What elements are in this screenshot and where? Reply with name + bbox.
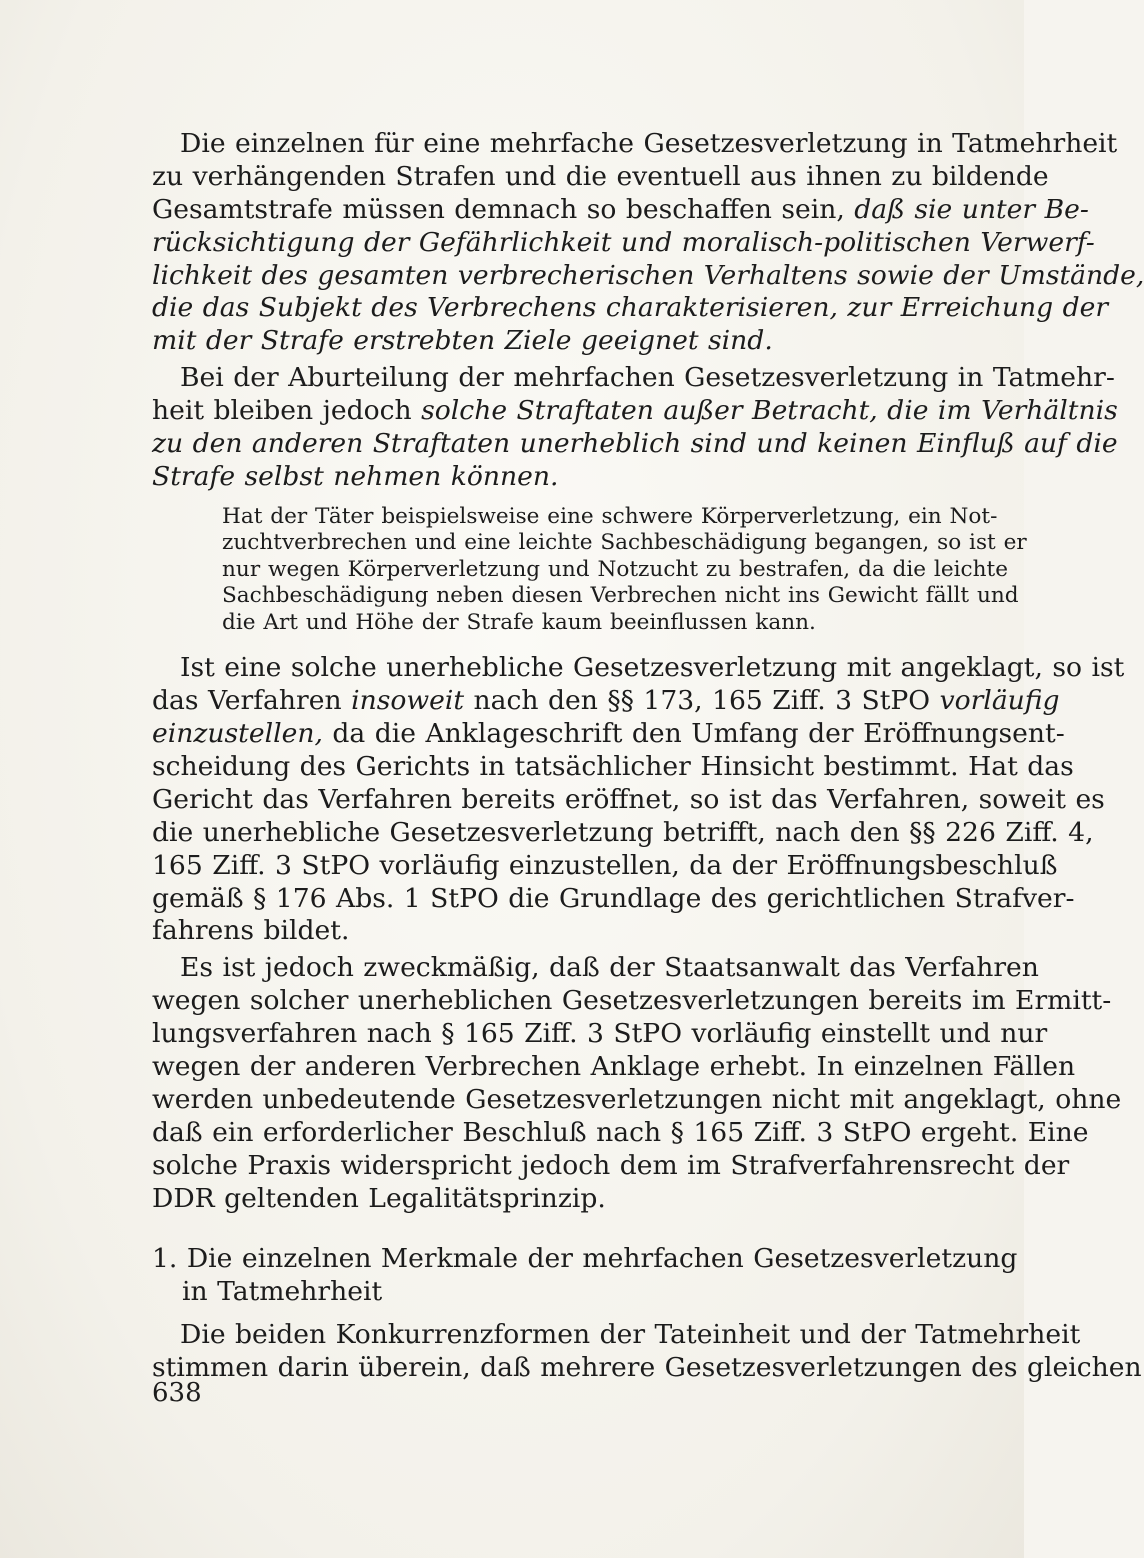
text-line: DDR geltenden Legalitätsprinzip. — [152, 1182, 606, 1214]
example-line: Hat der Täter beispielsweise eine schwere Körperverletzung, ein Not- — [222, 503, 998, 529]
text-line: Die beiden Konkurrenzformen der Tateinheit und der Tatmehrheit — [180, 1319, 1081, 1351]
example-block — [222, 503, 1027, 637]
text-line: Es ist jedoch zweckmäßig, daß der Staatsanwalt das Verfahren — [180, 952, 1039, 984]
text-line: rücksichtigung der Gefährlichkeit und moralisch-politischen Verwerf- — [152, 226, 1095, 258]
text-line: Strafe selbst nehmen können. — [152, 460, 559, 492]
text-line: Die einzelnen für eine mehrfache Gesetzesverletzung in Tatmehrheit — [180, 128, 1118, 159]
paragraph-2 — [152, 362, 1118, 494]
text-line: lichkeit des gesamten verbrecherischen Verhaltens sowie der Umstände, — [152, 259, 1144, 291]
text-line: die unerhebliche Gesetzesverletzung betrifft, nach den §§ 226 Ziff. 4, — [152, 816, 1094, 848]
text-line: das Verfahren insoweit nach den §§ 173, 165 Ziff. 3 StPO vorläufig — [152, 685, 1060, 717]
paragraph-5 — [152, 1319, 1142, 1385]
paragraph-4 — [152, 952, 1122, 1215]
text-line: mit der Strafe erstrebten Ziele geeignet sind. — [152, 325, 773, 357]
text-line: wegen der anderen Verbrechen Anklage erhebt. In einzelnen Fällen — [152, 1050, 1076, 1082]
text-line: die das Subjekt des Verbrechens charakterisieren, zur Erreichung der — [152, 292, 1109, 324]
text-line: Gesamtstrafe müssen demnach so beschaffen sein, daß sie unter Be- — [152, 193, 1089, 225]
heading-line: in Tatmehrheit — [182, 1276, 383, 1308]
example-line: nur wegen Körperverletzung und Notzucht zu bestrafen, da die leichte — [222, 556, 1008, 582]
text-line: Gericht das Verfahren bereits eröffnet, so ist das Verfahren, soweit es — [152, 783, 1105, 815]
text-line: solche Praxis widerspricht jedoch dem im Strafverfahrensrecht der — [152, 1149, 1070, 1181]
page-number: 638 — [152, 1378, 202, 1408]
text-line: 165 Ziff. 3 StPO vorläufig einzustellen, da der Eröffnungsbeschluß — [152, 849, 1058, 881]
text-line: heit bleiben jedoch solche Straftaten außer Betracht, die im Verhältnis — [152, 395, 1118, 427]
paragraph-3 — [152, 652, 1125, 948]
example-line: die Art und Höhe der Strafe kaum beeinflussen kann. — [222, 609, 816, 635]
text-line: zu den anderen Straftaten unerheblich sind und keinen Einfluß auf die — [152, 428, 1118, 460]
text-line: lungsverfahren nach § 165 Ziff. 3 StPO vorläufig einstellt und nur — [152, 1018, 1048, 1050]
text-line: werden unbedeutende Gesetzesverletzungen nicht mit angeklagt, ohne — [152, 1083, 1122, 1115]
heading-line: 1. Die einzelnen Merkmale der mehrfachen Gesetzesverletzung — [152, 1243, 1018, 1275]
text-line: daß ein erforderlicher Beschluß nach § 165 Ziff. 3 StPO ergeht. Eine — [152, 1116, 1089, 1148]
section-heading — [152, 1243, 1018, 1309]
paragraph-1 — [152, 128, 1144, 358]
text-line: Ist eine solche unerhebliche Gesetzesverletzung mit angeklagt, so ist — [180, 652, 1125, 684]
text-line: Bei der Aburteilung der mehrfachen Gesetzesverletzung in Tatmehr- — [180, 362, 1115, 394]
text-line: stimmen darin überein, daß mehrere Gesetzesverletzungen des gleichen — [152, 1352, 1142, 1384]
text-line: einzustellen, da die Anklageschrift den Umfang der Eröffnungsent- — [152, 718, 1065, 750]
example-line: zuchtverbrechen und eine leichte Sachbeschädigung begangen, so ist er — [222, 530, 1027, 556]
page-body — [152, 128, 1144, 1389]
text-line: zu verhängenden Strafen und die eventuell aus ihnen zu bildende — [152, 160, 1049, 192]
text-line: gemäß § 176 Abs. 1 StPO die Grundlage des gerichtlichen Strafver- — [152, 882, 1075, 914]
example-line: Sachbeschädigung neben diesen Verbrechen nicht ins Gewicht fällt und — [222, 583, 1019, 609]
text-line: fahrens bildet. — [152, 915, 350, 947]
text-line: scheidung des Gerichts in tatsächlicher Hinsicht bestimmt. Hat das — [152, 750, 1074, 782]
text-line: wegen solcher unerheblichen Gesetzesverletzungen bereits im Ermitt- — [152, 985, 1112, 1017]
